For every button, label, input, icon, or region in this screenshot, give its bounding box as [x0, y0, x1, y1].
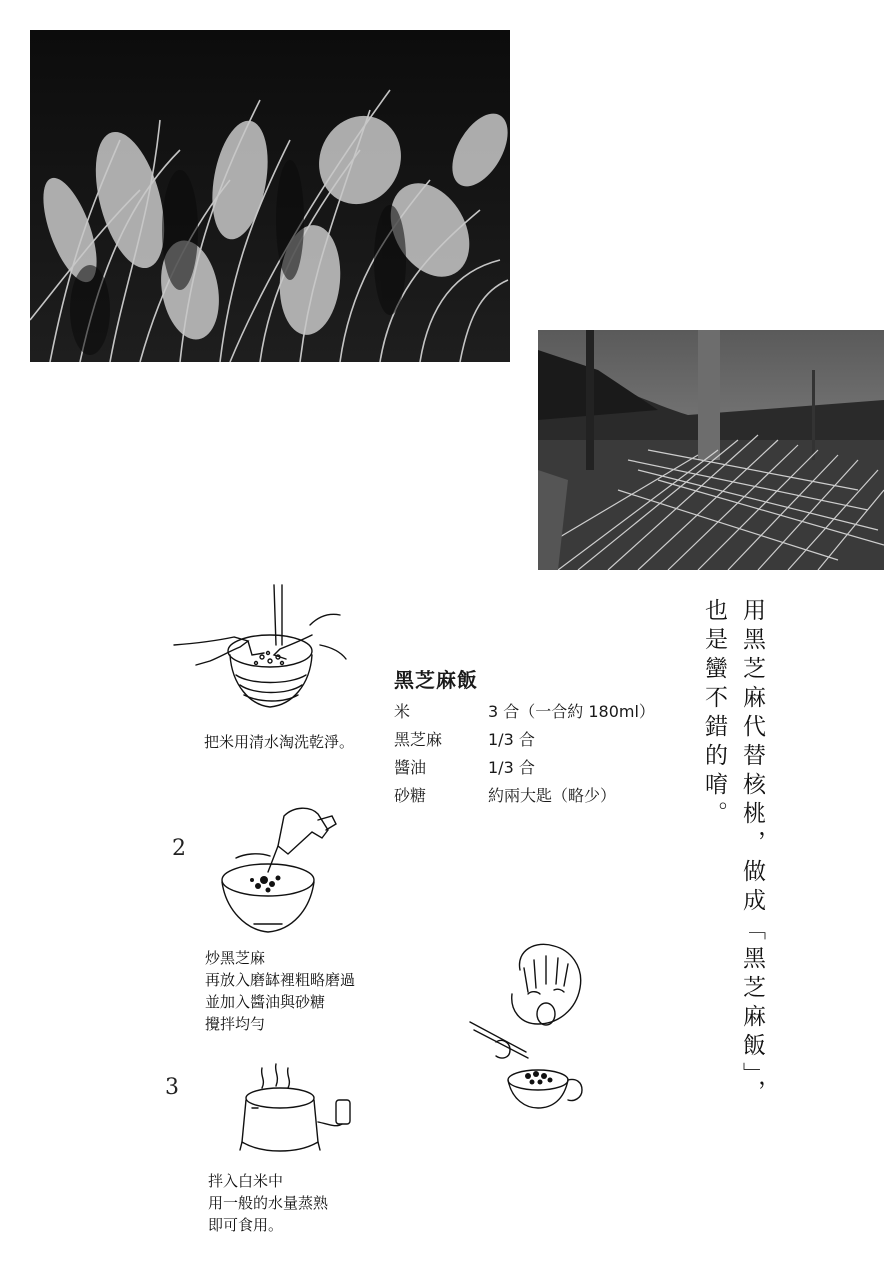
- step-3-number: 3: [165, 1075, 179, 1100]
- rice-cooker-illustration: [232, 1062, 357, 1157]
- drying-rice-straw-photo: [538, 330, 884, 570]
- child-eating-illustration: [466, 930, 596, 1120]
- ingredient-row: [394, 696, 655, 724]
- ingredient-amount: 1/3 合: [488, 757, 535, 777]
- step-2-caption: 炒黑芝麻 再放入磨缽裡粗略磨過 並加入醬油與砂糖 攪拌均勻: [205, 949, 356, 1033]
- washing-rice-illustration: [170, 585, 350, 720]
- step-2-number: 2: [172, 836, 186, 861]
- ingredient-name: 砂糖: [394, 785, 427, 805]
- recipe-title: 黑芝麻飯: [394, 668, 478, 692]
- vertical-text-column-2: 也是蠻不錯的唷。: [701, 598, 727, 830]
- vertical-text-column-1: 用黑芝麻代替核桃，做成「黑芝麻飯」，: [739, 598, 765, 1109]
- ingredient-amount: 約兩大匙（略少）: [488, 785, 617, 805]
- ingredient-amount: 3 合（一合約 180ml）: [488, 701, 655, 721]
- ingredient-name: 醬油: [394, 757, 427, 777]
- rice-plants-photo: [30, 30, 510, 362]
- ingredient-amount: 1/3 合: [488, 729, 535, 749]
- ingredient-row: [394, 724, 655, 752]
- ingredient-row: [394, 752, 655, 780]
- step-1-caption: 把米用清水淘洗乾淨。: [204, 733, 355, 751]
- grinding-sesame-illustration: [218, 800, 348, 940]
- ingredient-list: [394, 696, 655, 808]
- ingredient-row: [394, 780, 655, 808]
- step-3-caption: 拌入白米中 用一般的水量蒸熟 即可食用。: [208, 1172, 329, 1234]
- ingredient-name: 黑芝麻: [394, 729, 443, 749]
- ingredient-name: 米: [394, 701, 411, 721]
